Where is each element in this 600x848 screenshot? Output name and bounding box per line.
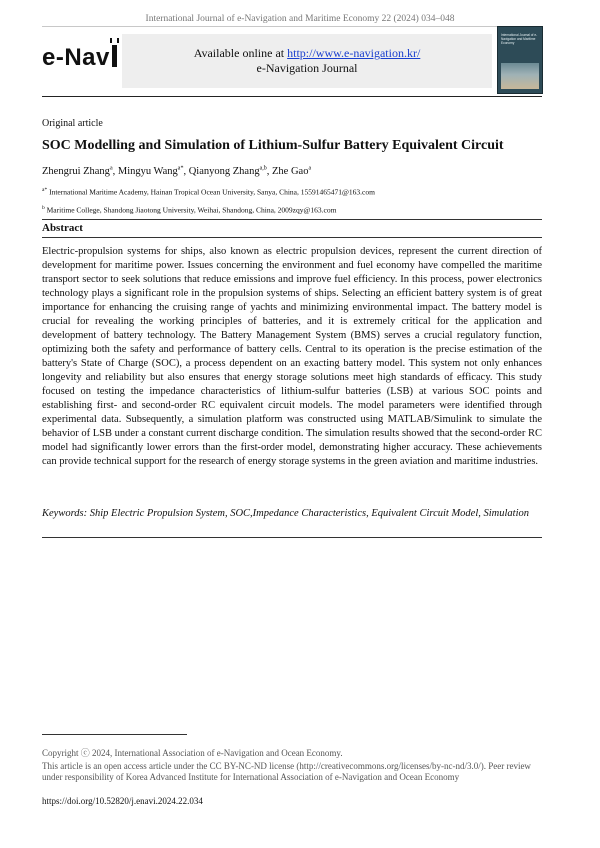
affiliation-b: $^b$ Maritime College, Shandong Jiaotong University, Weihai, Shandong, China, 2009zqy@163.com xyxy=(42,205,337,215)
cover-title: International Journal of e-Navigation and Maritime Economy xyxy=(501,33,538,45)
cover-photo xyxy=(501,63,539,89)
author: Mingyu Wang$^{a*}$, xyxy=(117,165,189,177)
license-notice: This article is an open access article under the CC BY-NC-ND license (http://creativecommons.org/licenses/by-nc-nd/3.0/). Peer review under responsibility of Korea Advanced Institute for International Association of e-Navigation and Ocean Economy xyxy=(42,761,531,782)
journal-url-link[interactable]: http://www.e-navigation.kr/ xyxy=(287,46,421,60)
abstract-rule-top xyxy=(42,219,542,220)
keywords-rule xyxy=(42,537,542,538)
doi-link[interactable]: https://doi.org/10.52820/j.enavi.2024.22.034 xyxy=(42,796,203,806)
available-prefix: Available online at xyxy=(193,46,288,60)
author: Qianyong Zhang$^{a,b}$, xyxy=(188,165,272,177)
logo-text: e-Nav xyxy=(42,44,110,71)
journal-logo xyxy=(42,44,117,72)
article-type: Original article xyxy=(42,118,103,129)
logo-i-mark-icon xyxy=(112,45,117,67)
author-list xyxy=(42,165,311,177)
author: Zhe Gao$^a$ xyxy=(272,165,312,177)
author: Zhengrui Zhang$^a$, xyxy=(42,165,118,177)
keywords: Keywords: Ship Electric Propulsion System, SOC,Impedance Characteristics, Equivalent Circuit Model, Simulation xyxy=(42,508,530,519)
journal-name: e-Navigation Journal xyxy=(256,61,358,75)
article-title: SOC Modelling and Simulation of Lithium-Sulfur Battery Equivalent Circuit xyxy=(42,138,504,153)
header-rule-top xyxy=(42,26,542,27)
journal-citation-line: International Journal of e-Navigation and Maritime Economy 22 (2024) 034–048 xyxy=(145,14,455,24)
availability-banner xyxy=(122,34,492,88)
abstract-rule-bottom xyxy=(42,237,542,238)
footnote-rule xyxy=(42,734,187,735)
header-rule-bottom xyxy=(42,96,542,97)
copyright-notice: Copyright ⓒ 2024, International Association of e-Navigation and Ocean Economy. xyxy=(42,748,343,758)
abstract-body: Electric-propulsion systems for ships, also known as electric propulsion devices, represent the current direction of development for maritime power. Issues concerning the environment and fuel economy have compelled the maritime transport sector to seek solutions that reduce emissions and improve fuel efficiency. In this process, power electronics technology plays a significant role in the propulsion systems of ships. Selecting an efficient battery system is of great importance for enhancing the cruising range of yachts and minimizing environmental impact. The battery model is crucial for revealing the working principles of batteries, and it is extremely critical for the application and development of battery technology. The Battery Management System (BMS) serves a crucial regulatory function, optimizing both the safety and performance of battery cells. Central to its operation is the precise estimation of the battery's State of Charge (SOC), a process dependent on an exacting battery model. This system not only enhances longevity and reliability but also ensures that energy storage solutions meet high standards of efficacy. This study focused on testing the impedance characteristics of lithium-sulfur batteries (LSB) at various SOC points and establishing first- and second-order RC equivalent circuit models. The model parameters were identified through experimental data. Subsequently, a simulation platform was constructed using MATLAB/Simulink to simulate the behavior of LSB under a constant current discharge condition. The simulation results showed that the second-order RC model had significantly lower errors than the first-order model, demonstrating higher accuracy. These achievements can provide technical support for the research of energy storage systems in the green aviation and maritime industries. xyxy=(42,246,542,467)
abstract-heading: Abstract xyxy=(42,222,83,234)
affiliation-a: $^{a*}$ International Maritime Academy, Hainan Tropical Ocean University, Sanya, China, 15591465471@163.com xyxy=(42,187,375,197)
journal-cover-image xyxy=(497,26,543,94)
